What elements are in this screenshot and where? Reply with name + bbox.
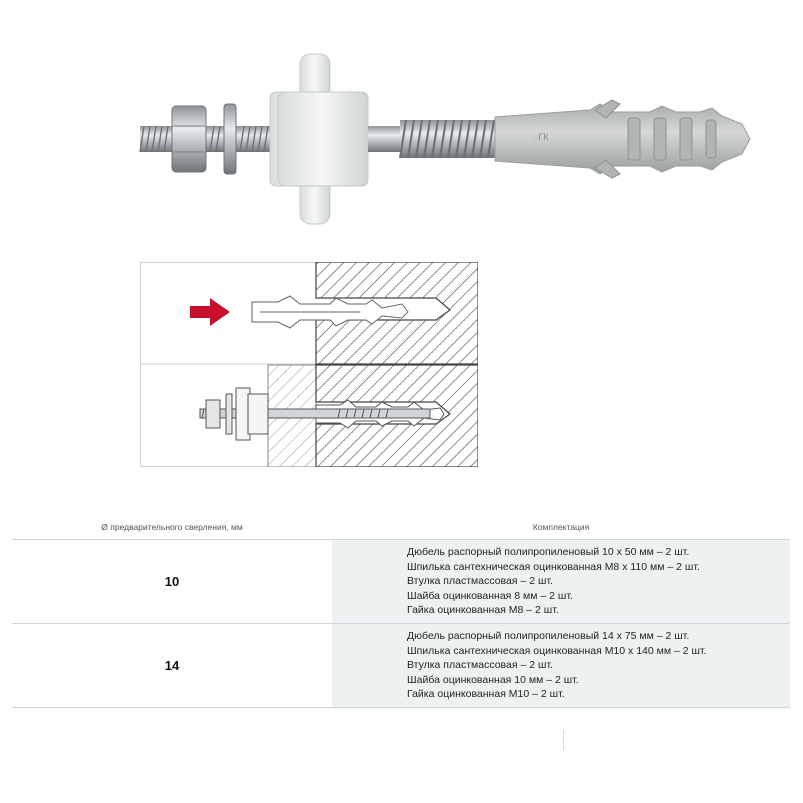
product-image <box>0 0 803 240</box>
kit-item: Шайба оцинкованная 8 мм – 2 шт. <box>407 589 573 602</box>
hex-nut <box>172 106 206 172</box>
kit-item: Втулка пластмассовая – 2 шт. <box>407 575 553 588</box>
kit-item: Втулка пластмассовая – 2 шт. <box>407 659 553 672</box>
kit-item: Гайка оцинкованная М8 – 2 шт. <box>407 604 559 617</box>
table-row <box>12 539 790 623</box>
kit-item: Гайка оцинкованная М10 – 2 шт. <box>407 688 565 701</box>
kit-item: Дюбель распорный полипропиленовый 14 х 75 мм – 2 шт. <box>407 629 690 642</box>
kit-list <box>332 540 790 623</box>
plastic-sleeve <box>270 54 368 224</box>
specification-table <box>12 516 790 708</box>
header-kit: Комплектация <box>532 522 590 532</box>
installation-diagram <box>140 262 478 467</box>
table-row <box>12 623 790 708</box>
drill-diameter-value: 14 <box>164 657 180 673</box>
kit-list <box>332 624 790 707</box>
kit-item: Дюбель распорный полипропиленовый 10 х 50 мм – 2 шт. <box>407 546 690 558</box>
table-header <box>12 516 790 539</box>
kit-item: Шайба оцинкованная 10 мм – 2 шт. <box>407 673 579 686</box>
washer <box>224 104 236 174</box>
threaded-rod-left <box>140 126 280 152</box>
header-drill-diameter: Ø предварительного сверления, мм <box>101 522 243 532</box>
kit-item: Шпилька сантехническая оцинкованная М10 х 140 мм – 2 шт. <box>407 644 707 657</box>
threaded-rod-middle <box>368 120 498 158</box>
expansion-dowel <box>495 100 750 178</box>
kit-item: Шпилька сантехническая оцинкованная М8 х 110 мм – 2 шт. <box>407 560 700 573</box>
divider <box>563 730 564 750</box>
svg-text:◌ГК: ◌ГК <box>533 132 549 142</box>
drill-diameter-value: 10 <box>164 573 180 589</box>
